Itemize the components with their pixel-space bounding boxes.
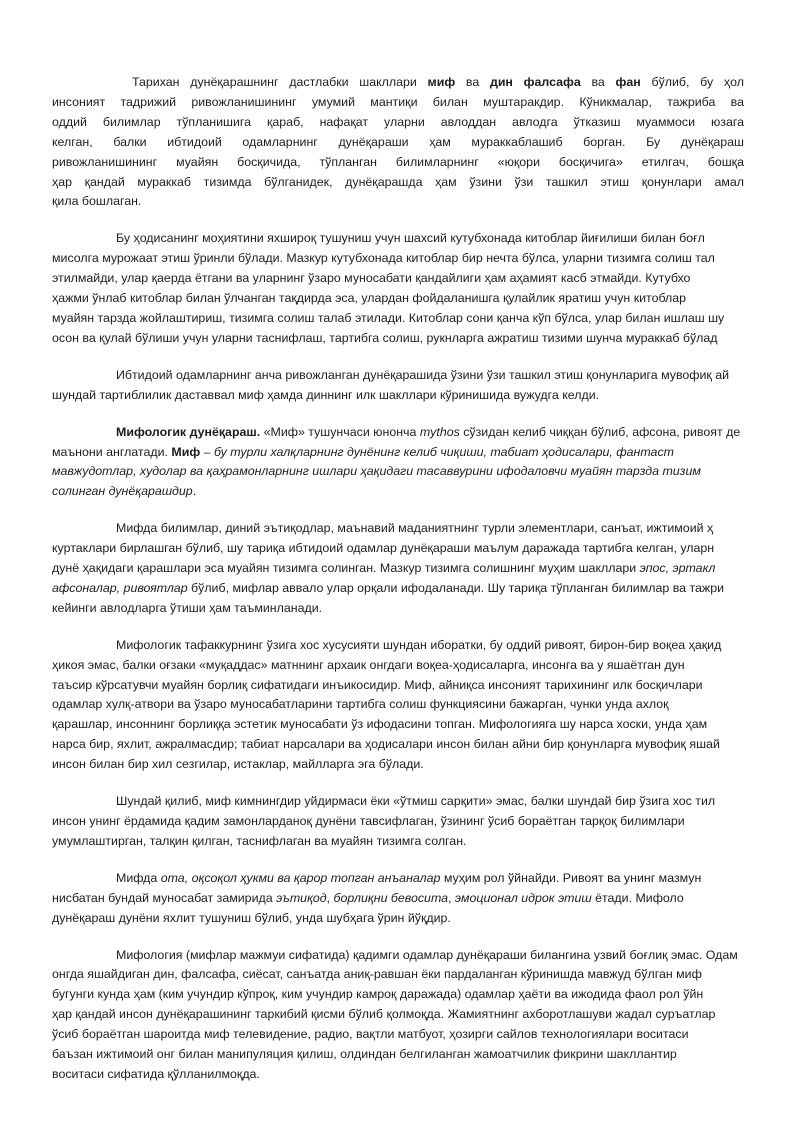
- text-line: [52, 869, 800, 889]
- text-span: бўлиб, мифлар аввало улар орқали ифодаланади. Шу тариқа тўпланган билимлар ва тажри: [187, 580, 725, 595]
- text-span: дунё ҳақидаги қарашлари эса муайян тизимга солинган. Мазкур тизимга солишнинг муҳим шакллари: [52, 561, 640, 576]
- text-line: онгда яшайдиган дин, фалсафа, сиёсат, санъатда аниқ-равшан ёки пардаланган кўринишда мавжуд бўлган миф: [52, 967, 702, 982]
- document-body: [52, 73, 800, 1085]
- text-line: куртаклари бирлашган бўлиб, шу тариқа ибтидоий одамлар дунёқараши маълум даражада тартибга келган, уларн: [52, 541, 715, 556]
- text-line: Ибтидоий одамларнинг анча ривожланган дунёқарашида ўзини ўзи ташкил этиш қонунларига мувофиқ ай: [116, 367, 730, 382]
- text-line: қила бошлаган.: [52, 194, 142, 209]
- italic-term: ота, оқсоқол ҳукми ва қарор топган анъаналар: [160, 870, 441, 885]
- text-line: Мифология (мифлар мажмуи сифатида) қадимги одамлар дунёқараши билангина узвий боғлиқ эмас. Одам: [116, 947, 738, 962]
- text-span: бўлиб, бу ҳол: [640, 75, 744, 89]
- text-span: сўзидан келиб чиққан бўлиб, афсона, ривоят де: [459, 424, 741, 439]
- bold-term-myth: Миф: [171, 444, 201, 459]
- text-line: Шундай қилиб, миф кимнингдир уйдирмаси ёки «ўтмиш сарқити» эмас, балки шундай бир ўзига хос тил: [116, 794, 716, 809]
- text-line: ҳикоя эмас, балки оғзаки «муқаддас» матннинг архаик онгдаги воқеа-ҳодисаларга, инсонга ва у яшаётган дун: [52, 657, 685, 672]
- text-line: баъзан ижтимоий онг билан манипуляция қилиш, олдиндан белгиланган жамоатчилик фикрини шакллантир: [52, 1047, 677, 1062]
- paragraph-mythology-today: [52, 946, 800, 1085]
- bold-term-myth: миф: [427, 75, 456, 89]
- paragraph-myth-as-language: [52, 792, 800, 852]
- text-line: нарса бир, яхлит, ажралмасдир; табиат нарсалари ва ҳодисалари инсон билан айни бир қонунларга мувофиқ яшай: [52, 737, 720, 752]
- text-line: инсоният тадрижий ривожланишининг умумий мантиқи билан муштаракдир. Кўникмалар, тажриба ва: [52, 94, 744, 109]
- text-line: [52, 889, 800, 909]
- text-line: келган, балки ибтидоий одамларнинг дунёқараши ҳам мураккаблашиб борган. Бу дунёқараш: [52, 134, 744, 149]
- text-line: одамлар хулқ-атвори ва ўзаро муносабатларини тартибга солиш функциясини бажарган, чунки унда ахлоқ: [52, 697, 669, 712]
- italic-term: борлиқни бевосита: [333, 890, 449, 905]
- italic-term: афсоналар, ривоятлар: [52, 580, 188, 595]
- text-line: оддий билимлар тўпланишига қараб, нафақат уларни авлоддан авлодга ўтказиш муаммоси юзага: [52, 114, 744, 129]
- text-line: кейинги авлодларга ўтиши ҳам таъминланади.: [52, 600, 323, 615]
- text-line: [52, 73, 744, 93]
- text-line: осон ва қулай бўлиши учун уларни таснифлаш, тартибга солиш, рукнларга ажратиш тизими шунча мураккаб бўлад: [52, 330, 718, 345]
- text-span: «Миф» тушунчаси юнонча: [260, 424, 420, 439]
- italic-text: – бу: [200, 444, 231, 459]
- text-line: Мифда билимлар, диний эътиқодлар, маънавий маданиятнинг турли элементлари, санъат, ижтимоий ҳ: [116, 521, 714, 536]
- paragraph-intro: [52, 73, 744, 212]
- text-span: ва: [580, 75, 616, 89]
- paragraph-tradition: [52, 869, 800, 929]
- text-line: қарашлар, инсоннинг борлиққа эстетик муносабати ўз ифодасини топган. Мифологияга шу нарса хоски, унда ҳам: [52, 717, 708, 732]
- text-span: .: [192, 484, 197, 499]
- text-line: [52, 423, 800, 443]
- text-line: таъсир кўрсатувчи муайян борлиқ сифатидаги инъикосидир. Миф, айниқса инсоният тарихининг илк босқичлари: [52, 677, 703, 692]
- text-span: маънони англатади.: [52, 444, 172, 459]
- italic-term: mythos: [419, 424, 460, 439]
- text-line: [52, 482, 800, 502]
- text-line: воситаси сифатида қўлланилмоқда.: [52, 1066, 260, 1081]
- text-line: ҳажми ўнлаб китоблар билан ўлчанган тақдирда эса, улардан фойдаланишга қулайлик яратиш учун китоблар: [52, 291, 687, 306]
- text-line: ҳар қандай мураккаб тизимда бўлганидек, дунёқарашда ҳам ўзини ўзи ташкил этиш қонунлари амал: [52, 174, 744, 189]
- bold-term-religion-philosophy: дин фалсафа: [489, 75, 581, 89]
- text-line: инсон билан бир хил сезгилар, истаклар, майлларга эга бўлади.: [52, 757, 424, 772]
- text-line: шундай тартиблилик даставвал миф ҳамда диннинг илк шакллари кўринишида вужудга келди.: [52, 387, 600, 402]
- text-line: [52, 462, 800, 482]
- text-line: [52, 443, 800, 463]
- text-span: муҳим рол ўйнайди. Ривоят ва унинг мазмун: [440, 870, 702, 885]
- text-line: муайян тарзда жойлаштириш, тизимга солиш талаб этилади. Китоблар сони қанча кўп бўлса, улар билан ишлаш шу: [52, 310, 725, 325]
- text-line: Бу ҳодисанинг моҳиятини яхшироқ тушуниш учун шахсий кутубхонада китоблар йиғилиши билан боғл: [116, 231, 705, 246]
- text-line: ўсиб бораётган шароитда миф телевидение, радио, вақтли матбуот, ҳозирги сайлов технологиялари воситаси: [52, 1027, 689, 1042]
- text-span: ётади. Мифоло: [591, 890, 684, 905]
- text-line: умумлаштирган, талқин қилган, таснифлаган ва муайян тизимга солган.: [52, 833, 467, 848]
- text-line: инсон унинг ёрдамида қадим замонларданоқ дунёни тавсифлаган, ўзининг ўсиб бораётган тарқоқ билимлари: [52, 814, 685, 828]
- text-line: ҳар қандай инсон дунёқарашининг таркибий қисми бўлиб қолмоқда. Жамиятнинг ахборотлашуви жадал суръатлар: [52, 1007, 716, 1022]
- text-span: Тарихан дунёқарашнинг дастлабки шакллари: [132, 75, 428, 89]
- section-heading: Мифологик дунёқараш.: [116, 424, 261, 439]
- italic-term: эпос, эртакл: [639, 561, 716, 576]
- text-line: этилмайди, улар қаерда ётгани ва уларнинг ўзаро муносабати қандайлиги ҳам аҳамият касб этмайди. Кутубхо: [52, 271, 691, 286]
- text-span: Мифда: [116, 870, 161, 885]
- text-span: нисбатан бундай муносабат замирида: [52, 890, 277, 905]
- italic-definition: турли халқларнинг дунёнинг келиб чиқиши, табиат ҳодисалари, фантаст: [230, 444, 674, 459]
- paragraph-primitive-order: [52, 366, 800, 406]
- italic-term: эмоционал идрок этиш: [454, 890, 592, 905]
- text-span: ,: [326, 890, 334, 905]
- text-line: дунёқараш дунёни яхлит тушуниш бўлиб, унда шубҳага ўрин йўқдир.: [52, 910, 451, 925]
- text-line: [52, 559, 800, 579]
- text-line: ривожланишининг муайян босқичида, тўпланган билимларнинг «юқори босқичига» етилгач, бошқа: [52, 154, 744, 169]
- text-line: Мифологик тафаккурнинг ўзига хос хусусияти шундан иборатки, бу оддий ривоят, бирон-бир воқеа ҳақид: [116, 637, 722, 652]
- text-span: ,: [448, 890, 455, 905]
- paragraph-library-example: [52, 229, 800, 348]
- italic-term: эътиқод: [276, 890, 327, 905]
- text-line: бугунги кунда ҳам (ким учундир кўпроқ, ким учундир камроқ даражада) одамлар ҳаёти ва ижодида фаол рол ўйн: [52, 987, 704, 1002]
- paragraph-mythological-thinking: [52, 636, 800, 775]
- paragraph-mythological-worldview: [52, 423, 800, 503]
- paragraph-myth-elements: [52, 519, 800, 619]
- italic-definition: солинган дунёқарашдир: [52, 484, 193, 499]
- text-line: мисолга мурожаат этиш ўринли бўлади. Мазкур кутубхонада китоблар бир нечта бўлса, уларни тизимга солиш тал: [52, 251, 715, 266]
- text-line: [52, 579, 800, 599]
- bold-term-science: фан: [615, 75, 641, 89]
- text-span: ва: [455, 75, 490, 89]
- italic-definition: мавжудотлар, худолар ва қаҳрамонларнинг ишлари ҳақидаги тасаввурини ифодаловчи муайян тарзда тизим: [52, 464, 701, 479]
